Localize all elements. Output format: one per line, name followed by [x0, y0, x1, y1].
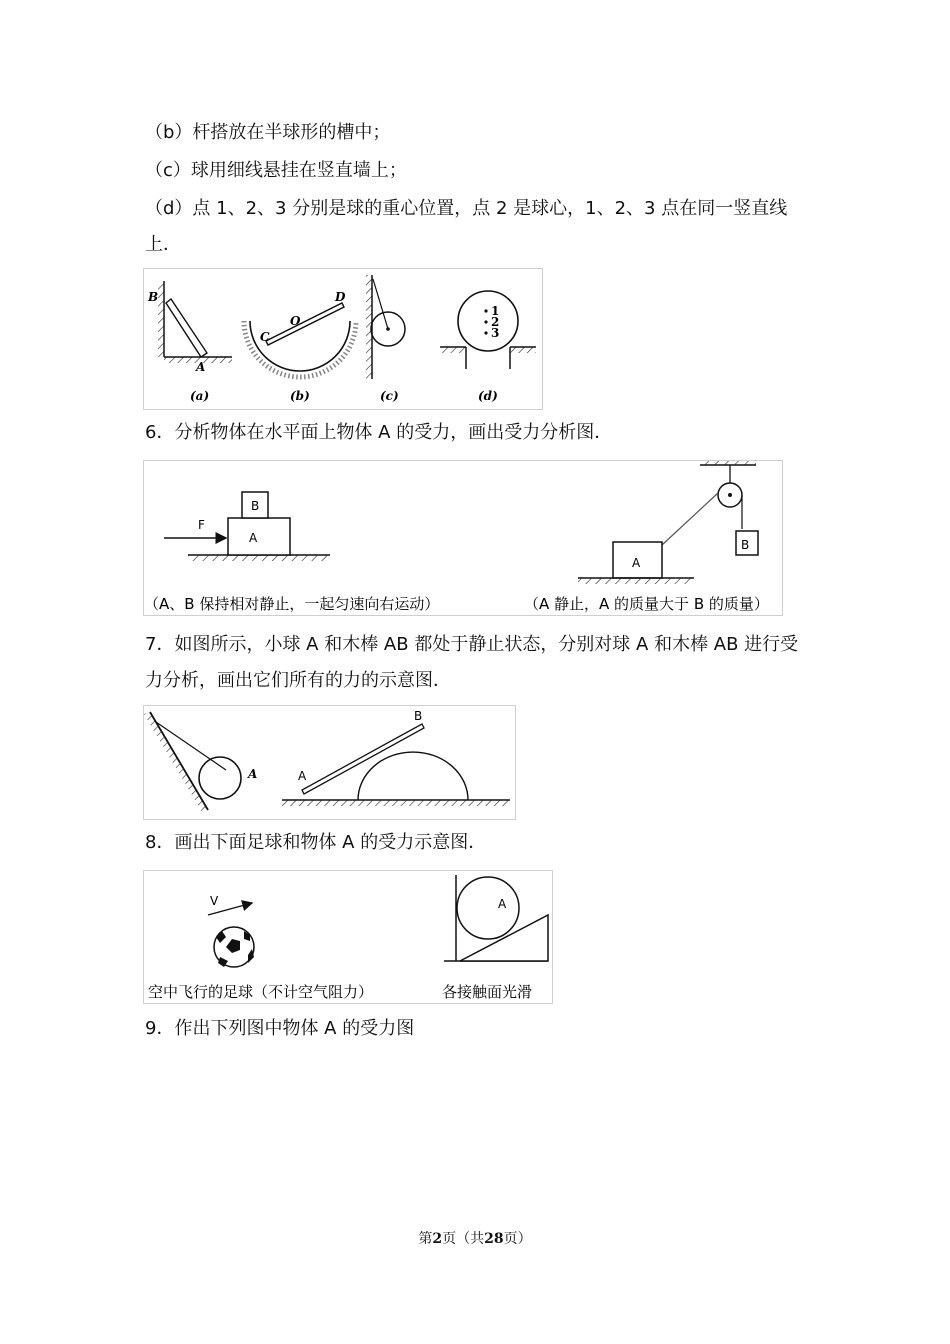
- footer-total-pages: 28: [484, 1231, 504, 1247]
- text-line-d1: （d）点 1、2、3 分别是球的重心位置，点 2 是球心，1、2、3 点在同一竖直线: [145, 198, 788, 219]
- label-rod-b: B: [414, 709, 423, 723]
- text-line-d2: 上．: [145, 234, 181, 255]
- caption-a: (a): [190, 389, 210, 403]
- ball-a: [199, 757, 241, 799]
- question-9: 9．作出下列图中物体 A 的受力图: [145, 1018, 415, 1039]
- page-footer: [0, 1228, 950, 1248]
- label-box-a: A: [249, 531, 258, 545]
- label-ball-a: A: [248, 767, 258, 781]
- caption-c: (c): [380, 389, 399, 403]
- caption-right: （A 静止，A 的质量大于 B 的质量）: [524, 595, 769, 613]
- caption-d: (d): [478, 389, 498, 403]
- label-d: D: [335, 290, 346, 304]
- text-line-b: （b）杆搭放在半球形的槽中；: [145, 122, 391, 143]
- figure-q7: [143, 705, 516, 820]
- caption-football: 空中飞行的足球（不计空气阻力）: [148, 983, 374, 1001]
- label-f: F: [198, 518, 205, 532]
- subfigure-rod: [282, 709, 510, 806]
- label-rod-a: A: [298, 769, 307, 783]
- ball-a-incline: [457, 877, 519, 939]
- label-dot-1: 1: [491, 304, 500, 318]
- label-b-a: B: [148, 290, 159, 304]
- question-6: 6．分析物体在水平面上物体 A 的受力，画出受力分析图．: [145, 422, 613, 443]
- figure-q6: [143, 460, 783, 616]
- question-7-line1: 7．如图所示，小球 A 和木棒 AB 都处于静止状态，分别对球 A 和木棒 AB 进行受: [145, 634, 799, 655]
- question-8: 8．画出下面足球和物体 A 的受力示意图．: [145, 832, 487, 853]
- label-a-a: A: [196, 360, 206, 374]
- subfigure-ball-incline: [442, 875, 548, 1001]
- subfigure-b: [244, 290, 356, 403]
- label-box-b: B: [251, 499, 260, 513]
- subfigure-d: [440, 291, 536, 403]
- label-c: C: [260, 330, 270, 344]
- question-7-line2: 力分析，画出它们所有的力的示意图．: [145, 670, 451, 691]
- subfigure-right: [524, 461, 769, 613]
- label-box-b-right: B: [741, 538, 750, 552]
- footer-suffix: 页）: [503, 1231, 532, 1247]
- caption-smooth: 各接触面光滑: [442, 983, 533, 1001]
- label-dot-3: 3: [491, 326, 500, 340]
- label-box-a-right: A: [632, 556, 641, 570]
- subfigure-football: [148, 894, 373, 1001]
- caption-left: （A、B 保持相对静止，一起匀速向右运动）: [144, 595, 440, 613]
- text-line-c: （c）球用细线悬挂在竖直墙上；: [145, 160, 407, 181]
- subfigure-ball-wall: [144, 712, 257, 812]
- subfigure-c: [366, 275, 405, 403]
- subfigure-a: [147, 281, 232, 403]
- label-ball-a-incline: A: [498, 897, 507, 911]
- caption-b: (b): [290, 389, 310, 403]
- figure-q8: [143, 870, 553, 1004]
- subfigure-left: [144, 492, 439, 613]
- footer-middle: 页（共: [442, 1231, 485, 1247]
- figure-q5: [143, 268, 543, 410]
- block-a-left: [228, 518, 290, 555]
- label-velocity: V: [210, 894, 219, 908]
- label-o: O: [290, 314, 301, 328]
- footer-prefix: 第: [418, 1231, 433, 1247]
- label-dot-2: 2: [491, 315, 500, 329]
- footer-page-number: 2: [432, 1231, 443, 1247]
